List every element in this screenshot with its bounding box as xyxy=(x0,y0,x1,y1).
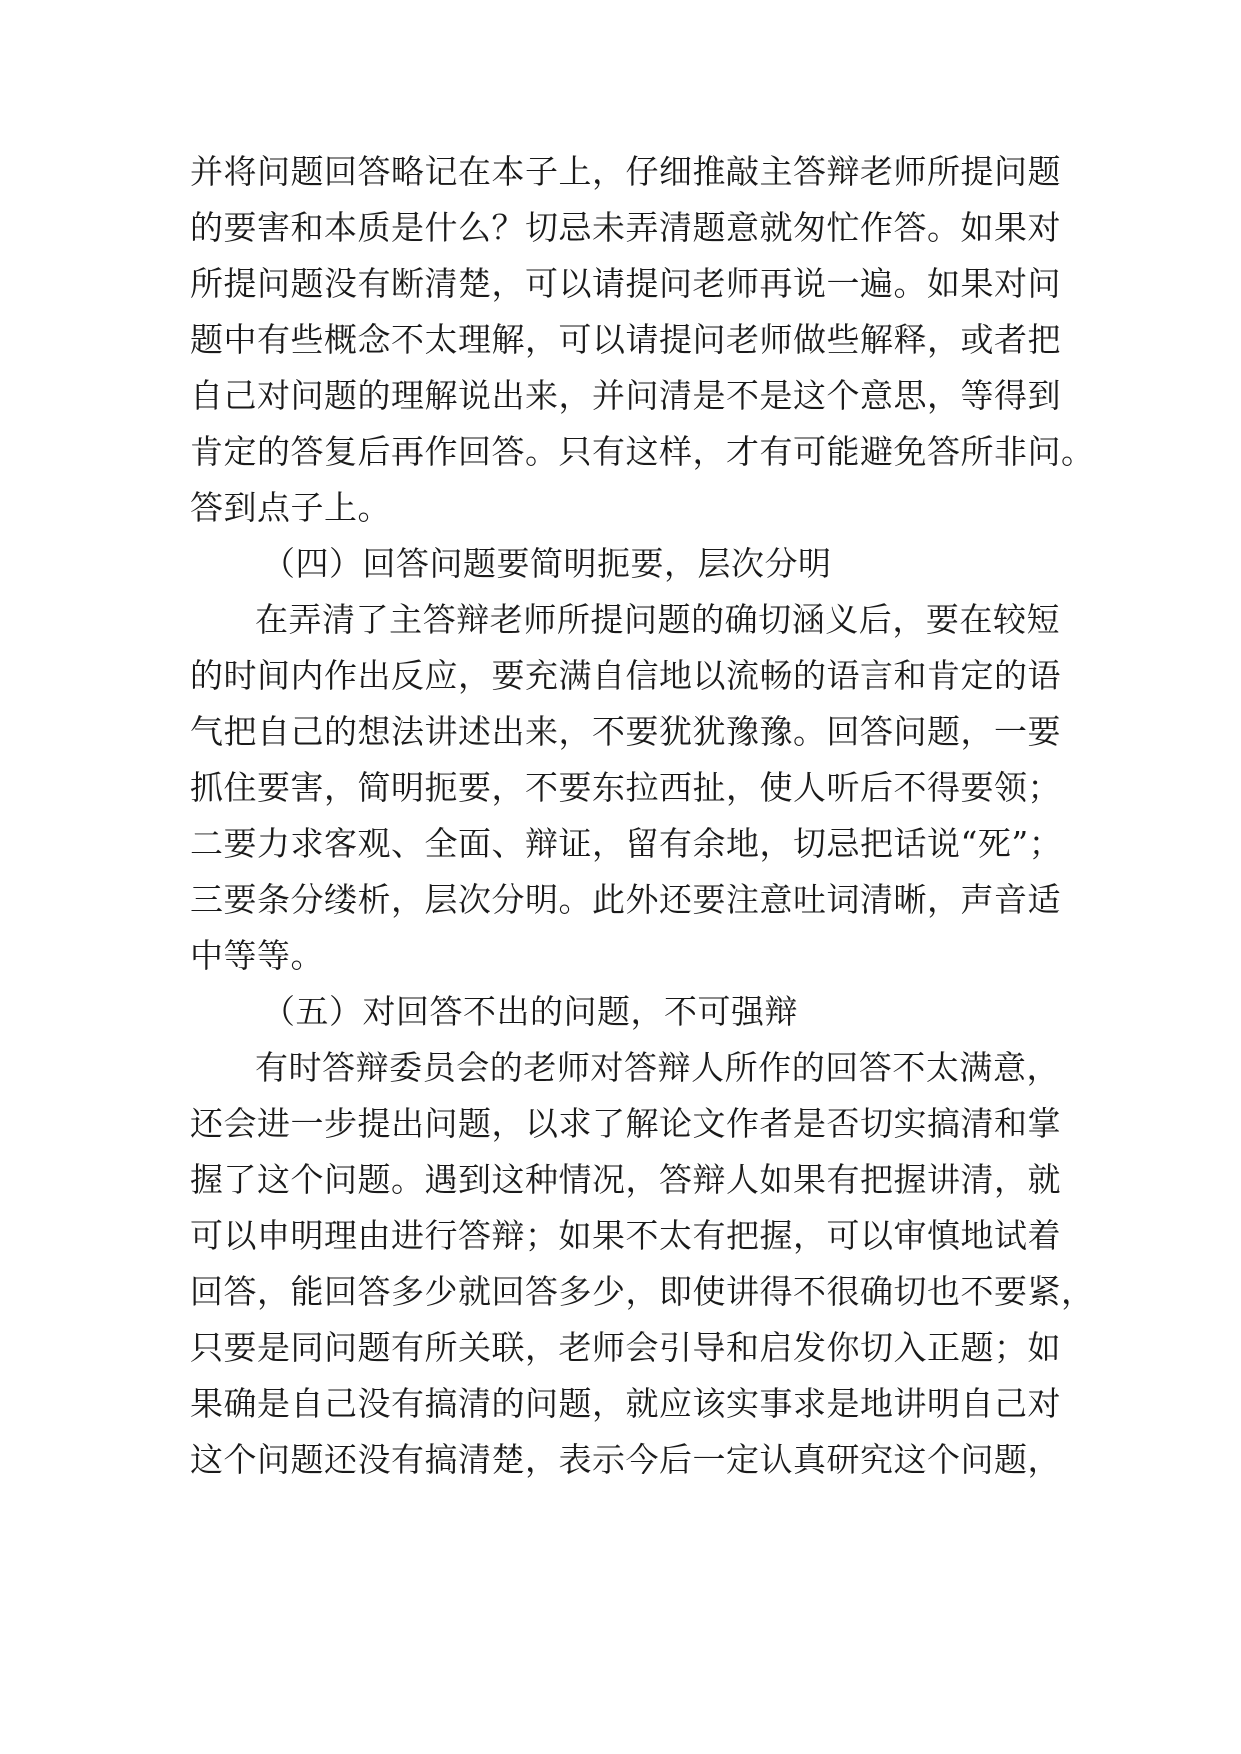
paragraph-line: 回答，能回答多少就回答多少，即使讲得不很确切也不要紧， xyxy=(190,1272,1095,1311)
paragraph-line: 答到点子上。 xyxy=(190,488,391,527)
paragraph-line: 二要力求客观、全面、辩证，留有余地，切忌把话说“死”； xyxy=(190,824,1063,863)
paragraph-line: 三要条分缕析，层次分明。此外还要注意吐词清晰，声音适 xyxy=(190,880,1061,919)
paragraph-line: 只要是同问题有所关联，老师会引导和启发你切入正题；如 xyxy=(190,1328,1061,1367)
paragraph-line: 题中有些概念不太理解，可以请提问老师做些解释，或者把 xyxy=(190,320,1061,359)
paragraph-line: 中等等。 xyxy=(190,936,324,975)
paragraph-line: 肯定的答复后再作回答。只有这样，才有可能避免答所非问。 xyxy=(190,432,1095,471)
paragraph-line: 握了这个问题。遇到这种情况，答辩人如果有把握讲清，就 xyxy=(190,1160,1061,1199)
paragraph-line: 这个问题还没有搞清楚，表示今后一定认真研究这个问题， xyxy=(190,1440,1061,1479)
paragraph-line: 的时间内作出反应，要充满自信地以流畅的语言和肯定的语 xyxy=(190,656,1061,695)
paragraph-line: 并将问题回答略记在本子上，仔细推敲主答辩老师所提问题 xyxy=(190,152,1061,191)
paragraph-line: 有时答辩委员会的老师对答辩人所作的回答不太满意， xyxy=(255,1048,1060,1087)
paragraph-line: 果确是自己没有搞清的问题，就应该实事求是地讲明自己对 xyxy=(190,1384,1061,1423)
paragraph-line: 在弄清了主答辩老师所提问题的确切涵义后，要在较短 xyxy=(255,600,1060,639)
section-heading: （四）回答问题要简明扼要，层次分明 xyxy=(262,544,832,583)
paragraph-line: 还会进一步提出问题，以求了解论文作者是否切实搞清和掌 xyxy=(190,1104,1061,1143)
paragraph-line: 抓住要害，简明扼要，不要东拉西扯，使人听后不得要领； xyxy=(190,768,1061,807)
section-heading: （五）对回答不出的问题，不可强辩 xyxy=(262,992,798,1031)
paragraph-line: 气把自己的想法讲述出来，不要犹犹豫豫。回答问题，一要 xyxy=(190,712,1061,751)
paragraph-line: 可以申明理由进行答辩；如果不太有把握，可以审慎地试着 xyxy=(190,1216,1061,1255)
paragraph-line: 的要害和本质是什么？切忌未弄清题意就匆忙作答。如果对 xyxy=(190,208,1061,247)
paragraph-line: 自己对问题的理解说出来，并问清是不是这个意思，等得到 xyxy=(190,376,1061,415)
paragraph-line: 所提问题没有断清楚，可以请提问老师再说一遍。如果对问 xyxy=(190,264,1061,303)
